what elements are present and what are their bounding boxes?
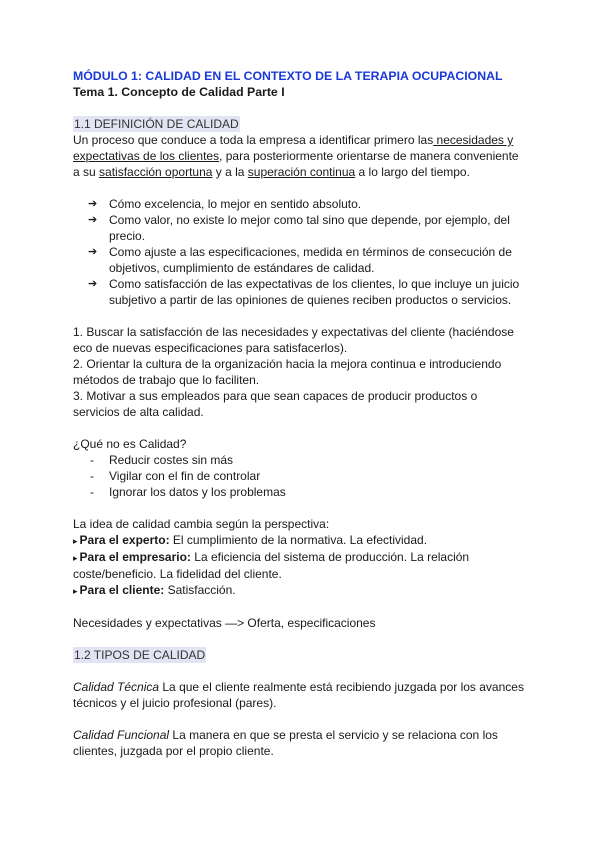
functional-quality-continuation: clientes, juzgada por el propio cliente. <box>73 744 274 758</box>
arrow-item-continuation: objetivos, cumplimiento de estándares de calidad. <box>109 261 375 275</box>
arrow-item: ➔ Cómo excelencia, lo mejor en sentido absoluto. <box>88 197 362 211</box>
intro-line-2: expectativas de los clientes, para posteriormente orientarse de manera conveniente <box>73 149 519 163</box>
arrow-item: ➔ Como ajuste a las especificaciones, medida en términos de consecución de <box>88 245 512 259</box>
arrow-item-continuation: precio. <box>109 229 146 243</box>
arrow-icon: ➔ <box>88 278 98 290</box>
numbered-line: servicios de alta calidad. <box>73 405 204 419</box>
perspective-expert: ▸ Para el experto: El cumplimiento de la normativa. La efectividad. <box>73 533 428 547</box>
triangle-bullet-icon: ▸ <box>73 536 78 546</box>
list-item: - Vigilar con el fin de controlar <box>90 469 261 483</box>
document-page <box>73 68 533 759</box>
arrow-item-continuation: subjetivo a partir de las opiniones de quienes reciben productos o servicios. <box>109 293 512 307</box>
numbered-line: 3. Motivar a sus empleados para que sean capaces de producir productos o <box>73 389 478 403</box>
arrow-icon: ➔ <box>88 214 98 226</box>
numbered-line: métodos de trabajo que lo faciliten. <box>73 373 260 387</box>
list-item: - Ignorar los datos y los problemas <box>90 485 286 499</box>
numbered-line: 1. Buscar la satisfacción de las necesidades y expectativas del cliente (haciéndose <box>73 325 514 339</box>
arrow-item: ➔ Como satisfacción de las expectativas de los clientes, lo que incluye un juicio <box>88 277 520 291</box>
not-quality-question: ¿Qué no es Calidad? <box>73 437 187 451</box>
perspective-client: ▸ Para el cliente: Satisfacción. <box>73 583 236 597</box>
arrow-icon: ➔ <box>88 246 98 258</box>
section-heading-definicion: 1.1 DEFINICIÓN DE CALIDAD <box>74 117 239 131</box>
list-item: - Reducir costes sin más <box>90 453 234 467</box>
triangle-bullet-icon: ▸ <box>73 553 78 563</box>
section-heading-tipos: 1.2 TIPOS DE CALIDAD <box>74 648 206 662</box>
technical-quality: Calidad Técnica La que el cliente realmente está recibiendo juzgada por los avances <box>73 680 524 694</box>
topic-title: Tema 1. Concepto de Calidad Parte I <box>73 85 285 99</box>
numbered-line: 2. Orientar la cultura de la organización hacia la mejora continua e introduciendo <box>73 357 502 371</box>
intro-line-1: Un proceso que conduce a toda la empresa a identificar primero las necesidades y <box>73 133 514 147</box>
numbered-line: eco de nuevas especificaciones para satisfacerlos). <box>73 341 348 355</box>
functional-quality: Calidad Funcional La manera en que se presta el servicio y se relaciona con los <box>73 728 498 742</box>
perspective-business: ▸ Para el empresario: La eficiencia del sistema de producción. La relación <box>73 550 470 564</box>
module-title: MÓDULO 1: CALIDAD EN EL CONTEXTO DE LA TERAPIA OCUPACIONAL <box>73 69 503 83</box>
perspective-intro: La idea de calidad cambia según la perspectiva: <box>73 517 330 531</box>
intro-line-3: a su satisfacción oportuna y a la superación continua a lo largo del tiempo. <box>73 165 470 179</box>
arrow-icon: ➔ <box>88 198 98 210</box>
perspective-business-continuation: coste/beneficio. La fidelidad del cliente. <box>73 567 282 581</box>
triangle-bullet-icon: ▸ <box>73 586 78 596</box>
technical-quality-continuation: técnicos y el juicio profesional (pares). <box>73 696 277 710</box>
needs-line: Necesidades y expectativas —> Oferta, especificaciones <box>73 616 376 630</box>
arrow-item: ➔ Como valor, no existe lo mejor como tal sino que depende, por ejemplo, del <box>88 213 510 227</box>
